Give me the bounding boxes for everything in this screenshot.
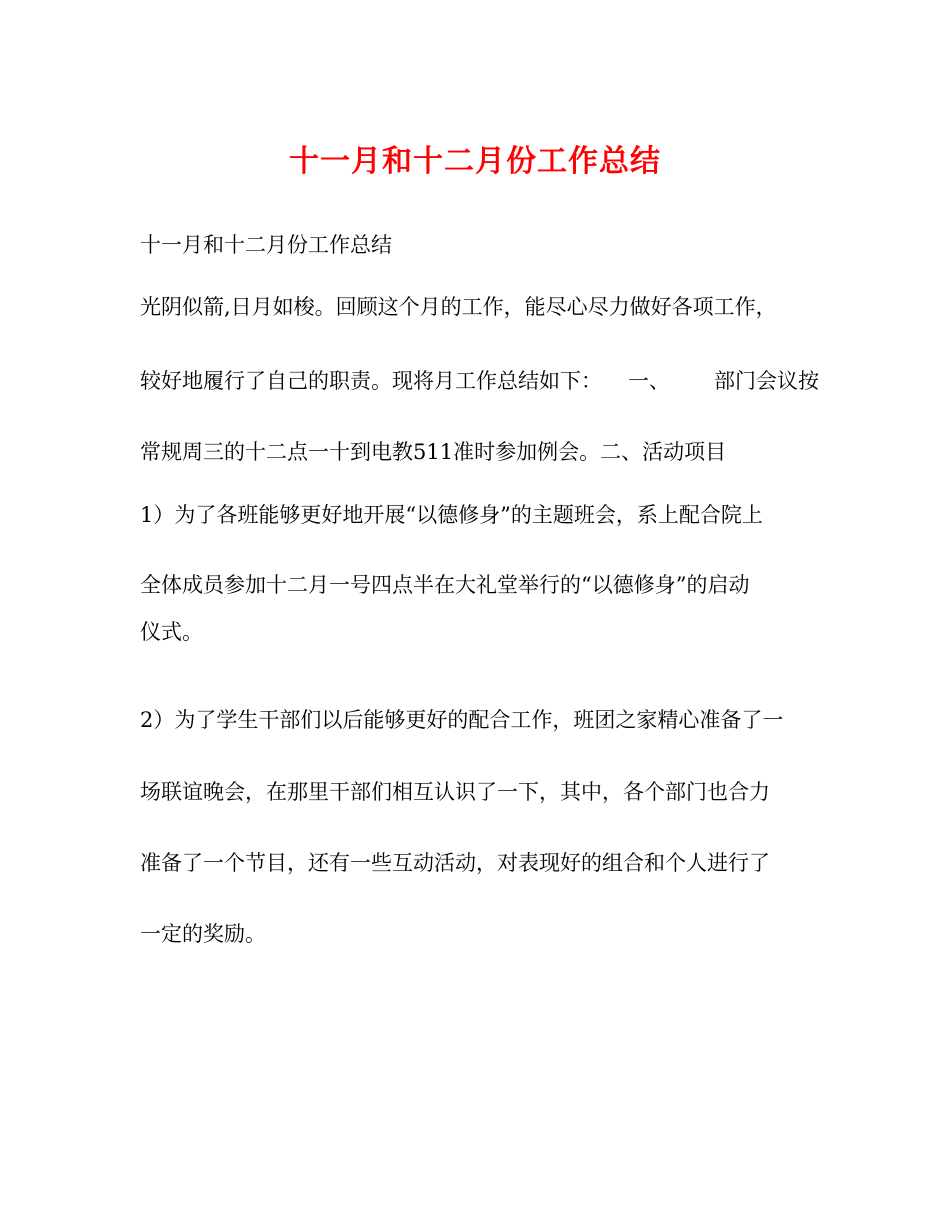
paragraph-line: 常规周三的十二点一十到电教511准时参加例会。二、活动项目 bbox=[140, 440, 727, 464]
document-title: 十一月和十二月份工作总结 bbox=[289, 144, 661, 179]
paragraph-line: 场联谊晚会，在那里干部们相互认识了一下，其中，各个部门也合力 bbox=[140, 780, 770, 804]
paragraph-line: 全体成员参加十二月一号四点半在大礼堂举行的“以德修身”的启动 bbox=[140, 573, 750, 597]
paragraph-line: 2）为了学生干部们以后能够更好的配合工作，班团之家精心准备了一 bbox=[140, 708, 784, 732]
paragraph-line: 一定的奖励。 bbox=[140, 922, 266, 946]
section-heading: 部门会议按 bbox=[714, 369, 819, 393]
document-subtitle: 十一月和十二月份工作总结 bbox=[140, 233, 392, 257]
paragraph-line-text: 较好地履行了自己的职责。现将月工作总结如下： bbox=[140, 369, 602, 393]
paragraph-line: 仪式。 bbox=[140, 620, 203, 644]
paragraph-line: 1）为了各班能够更好地开展“以德修身”的主题班会，系上配合院上 bbox=[140, 503, 763, 527]
paragraph-line: 准备了一个节目，还有一些互动活动，对表现好的组合和个人进行了 bbox=[140, 851, 770, 875]
paragraph-line bbox=[140, 366, 820, 396]
section-number: 一、 bbox=[628, 369, 670, 393]
paragraph-line: 光阴似箭,日月如梭。回顾这个月的工作，能尽心尽力做好各项工作， bbox=[140, 295, 777, 319]
